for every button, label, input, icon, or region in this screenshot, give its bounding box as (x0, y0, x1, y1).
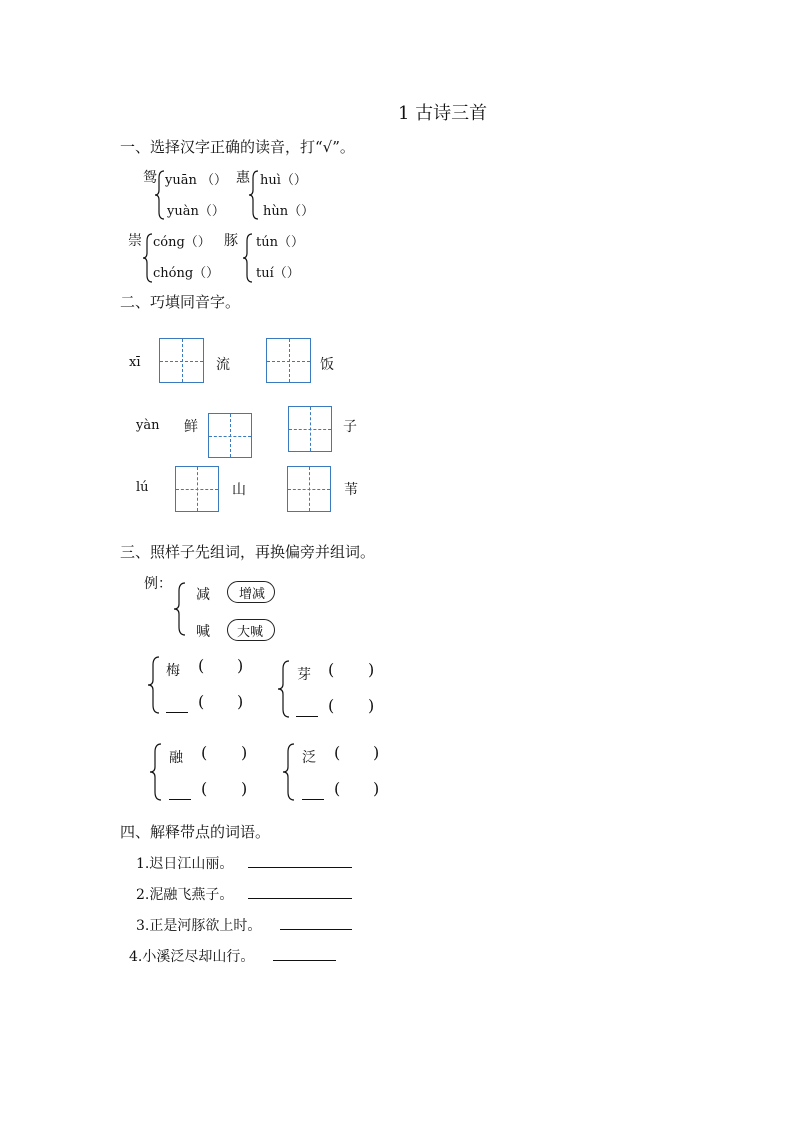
brace-icon (249, 170, 259, 220)
tianzige-box[interactable] (288, 406, 332, 452)
brace-icon (150, 743, 162, 801)
answer-blank[interactable]: ) (368, 696, 375, 715)
question-1: 1.迟日江山丽。 (136, 856, 234, 872)
pinyin-label: lú (136, 480, 149, 495)
brace-icon (155, 170, 165, 220)
section-4-heading: 四、解释带点的词语。 (120, 823, 271, 841)
char: 惠 (236, 170, 250, 186)
option[interactable]: yuān （） (165, 173, 227, 188)
char: 山 (232, 482, 246, 498)
tianzige-box[interactable] (266, 338, 311, 383)
char: 崇 (128, 233, 142, 249)
example-char: 减 (196, 587, 210, 603)
char: 流 (216, 357, 230, 373)
brace-icon (278, 660, 290, 718)
answer-line[interactable] (248, 867, 352, 868)
item-char: 泛 (302, 750, 316, 766)
radical-blank[interactable] (302, 799, 324, 800)
answer-line[interactable] (248, 898, 352, 899)
option[interactable]: tuí（） (256, 266, 300, 281)
answer-blank[interactable]: ( (198, 692, 205, 711)
char: 饭 (320, 357, 334, 373)
pinyin-label: yàn (136, 418, 160, 433)
answer-blank[interactable]: ) (373, 743, 380, 762)
section-2-heading: 二、巧填同音字。 (120, 293, 241, 311)
pinyin-label: xī (129, 355, 141, 370)
char: 鲜 (184, 419, 198, 435)
answer-blank[interactable]: ) (368, 660, 375, 679)
char: 苇 (344, 482, 358, 498)
answer-blank[interactable]: ) (237, 656, 244, 675)
tianzige-box[interactable] (208, 413, 252, 458)
brace-icon (148, 656, 160, 714)
brace-icon (283, 743, 295, 801)
option[interactable]: cóng（） (153, 235, 211, 250)
answer-blank[interactable]: ( (198, 656, 205, 675)
item-char: 梅 (166, 663, 180, 679)
radical-blank[interactable] (169, 799, 191, 800)
answer-blank[interactable]: ( (201, 779, 208, 798)
example-word: 增减 (239, 587, 266, 602)
answer-blank[interactable]: ( (334, 779, 341, 798)
example-char: 喊 (196, 624, 210, 640)
option[interactable]: chóng（） (153, 266, 220, 281)
radical-blank[interactable] (166, 712, 188, 713)
char: 鸳 (143, 170, 157, 186)
section-3-heading: 三、照样子先组词，再换偏旁并组词。 (120, 543, 376, 561)
example-label: 例： (144, 576, 172, 592)
tianzige-box[interactable] (159, 338, 204, 383)
char: 豚 (224, 233, 238, 249)
answer-blank[interactable]: ) (241, 779, 248, 798)
answer-blank[interactable]: ( (334, 743, 341, 762)
answer-blank[interactable]: ) (241, 743, 248, 762)
option[interactable]: hùn（） (263, 204, 315, 219)
answer-line[interactable] (273, 960, 336, 961)
brace-icon (243, 233, 253, 283)
page-title: 1 古诗三首 (398, 103, 488, 124)
option[interactable]: yuàn（） (167, 204, 225, 219)
tianzige-box[interactable] (287, 466, 331, 512)
question-3: 3.正是河豚欲上时。 (136, 918, 262, 934)
item-char: 融 (169, 750, 183, 766)
question-4: 4.小溪泛尽却山行。 (129, 949, 255, 965)
char: 子 (343, 419, 357, 435)
item-char: 芽 (297, 667, 311, 683)
answer-blank[interactable]: ) (237, 692, 244, 711)
brace-icon (143, 233, 153, 283)
option[interactable]: huì（） (260, 173, 307, 188)
answer-line[interactable] (280, 929, 352, 930)
answer-blank[interactable]: ( (328, 660, 335, 679)
example-word: 大喊 (237, 625, 264, 640)
question-2: 2.泥融飞燕子。 (136, 887, 234, 903)
answer-blank[interactable]: ( (201, 743, 208, 762)
radical-blank[interactable] (296, 716, 318, 717)
tianzige-box[interactable] (175, 466, 219, 512)
brace-icon (174, 582, 186, 636)
option[interactable]: tún（） (256, 235, 304, 250)
answer-blank[interactable]: ) (373, 779, 380, 798)
section-1-heading: 一、选择汉字正确的读音，打“√”。 (120, 138, 355, 156)
answer-blank[interactable]: ( (328, 696, 335, 715)
